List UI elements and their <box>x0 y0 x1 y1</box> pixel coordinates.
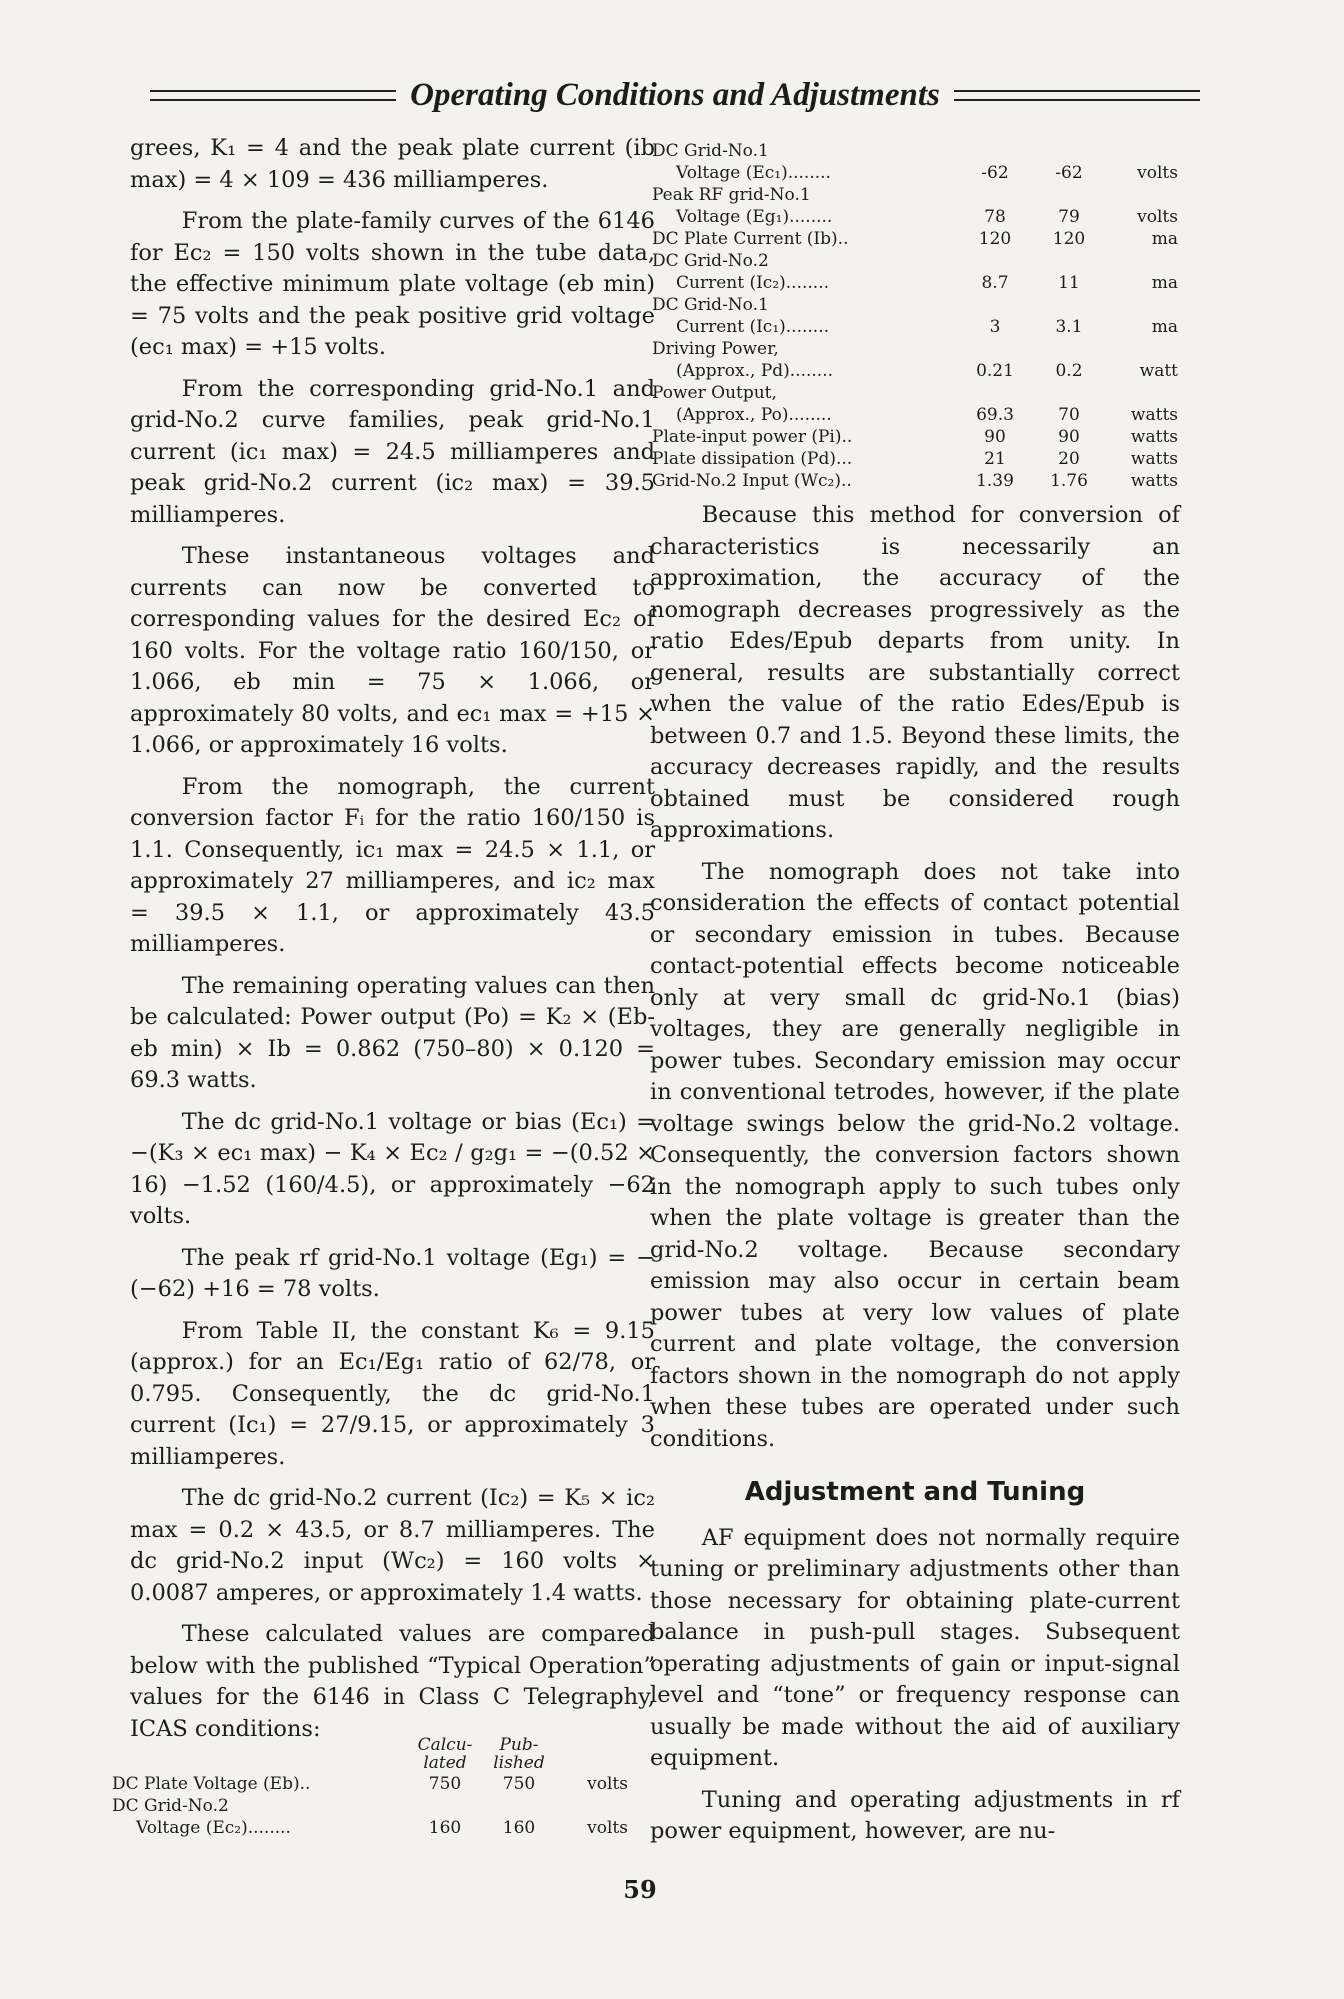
row-label: Peak RF grid-No.1 <box>652 185 811 205</box>
running-header <box>150 70 1200 120</box>
comparison-table-continued <box>650 140 1180 492</box>
row-label: DC Grid-No.1 <box>652 295 769 315</box>
table-row <box>650 470 1180 492</box>
row-label: Driving Power, <box>652 339 779 359</box>
body-paragraph: From Table II, the constant K₆ = 9.15 (approx.) for an Ec₁/Eg₁ ratio of 62/78, or 0.795. Consequently, the dc grid-No.1 current (Ic₁) = 27/9.15, or approximately 3 milliamperes. <box>130 1317 655 1470</box>
row-label: Current (Ic₂)........ <box>676 273 829 293</box>
unit-label: volts <box>1137 163 1178 183</box>
body-paragraph: From the nomograph, the current conversion factor Fᵢ for the ratio 160/150 is 1.1. Consequently, ic₁ max = 24.5 × 1.1, or approximately 27 milliamperes, and ic₂ max = 39.5 × 1.1, or approximately 43.5 milliamperes. <box>130 773 655 957</box>
table-row <box>650 206 1180 228</box>
row-label: DC Grid-No.2 <box>652 251 769 271</box>
header-rule-left <box>150 90 396 101</box>
body-paragraph: The dc grid-No.2 current (Ic₂) = K₅ × ic₂ max = 0.2 × 43.5, or 8.7 milliamperes. The dc grid-No.2 input (Wc₂) = 160 volts × 0.0087 amperes, or approximately 1.4 watts. <box>130 1485 655 1606</box>
calculated-value: 8.7 <box>981 273 1009 293</box>
left-column <box>130 133 655 1755</box>
published-value: 0.2 <box>1055 361 1083 381</box>
table-row <box>650 184 1180 206</box>
published-value <box>1032 338 1106 360</box>
calculated-value: 120 <box>978 229 1012 249</box>
published-value: 90 <box>1058 427 1080 447</box>
row-label: Power Output, <box>652 383 777 403</box>
unit-label: ma <box>1151 273 1178 293</box>
unit-label: watts <box>1130 405 1178 425</box>
table-row <box>650 404 1180 426</box>
published-value <box>1032 184 1106 206</box>
published-value <box>1032 382 1106 404</box>
unit-label: watt <box>1139 361 1178 381</box>
table-row <box>650 448 1180 470</box>
calculated-value <box>958 338 1032 360</box>
unit-label: ma <box>1151 229 1178 249</box>
published-value: -62 <box>1055 163 1083 183</box>
row-label: Plate dissipation (Pd)... <box>652 449 853 469</box>
calculated-value: 21 <box>984 449 1006 469</box>
calculated-value: 750 <box>428 1774 462 1794</box>
table-row <box>110 1773 630 1795</box>
row-label: Current (Ic₁)........ <box>676 317 829 337</box>
table-row <box>650 316 1180 338</box>
published-value: 1.76 <box>1050 471 1088 491</box>
row-label: DC Plate Voltage (Eb).. <box>112 1774 311 1794</box>
unit-label <box>1106 338 1180 360</box>
unit-label <box>1106 382 1180 404</box>
unit-label <box>556 1795 630 1817</box>
row-label: DC Grid-No.2 <box>112 1796 229 1816</box>
body-paragraph: These instantaneous voltages and currents can now be converted to corresponding values for the desired Ec₂ of 160 volts. For the voltage ratio 160/150, or 1.066, eb min = 75 × 1.066, or approximately 80 volts, and ec₁ max = +15 × 1.066, or approximately 16 volts. <box>130 543 655 758</box>
row-label: DC Grid-No.1 <box>652 141 769 161</box>
calculated-value: 0.21 <box>976 361 1014 381</box>
published-value <box>1032 140 1106 162</box>
calculated-value <box>958 184 1032 206</box>
row-label: Voltage (Eg₁)........ <box>676 207 833 227</box>
body-paragraph: These calculated values are compared below with the published “Typical Operation” values for the 6146 in Class C Telegraphy, ICAS conditions: <box>130 1621 655 1742</box>
published-value <box>1032 250 1106 272</box>
published-value: 79 <box>1058 207 1080 227</box>
unit-label: watts <box>1130 449 1178 469</box>
header-rule-right <box>954 90 1200 101</box>
published-value <box>482 1795 556 1817</box>
body-paragraph: Because this method for conversion of characteristics is necessarily an approximation, the accuracy of the nomograph decreases progressively as the ratio Edes/Epub departs from unity. In general, results are substantially correct when the value of the ratio Edes/Epub is between 0.7 and 1.5. Beyond these limits, the accuracy decreases rapidly, and the results obtained must be considered rough approximations. <box>650 502 1180 843</box>
body-paragraph: The remaining operating values can then be calculated: Power output (Po) = K₂ × (Eb-eb min) × Ib = 0.862 (750–80) × 0.120 = 69.3 watts. <box>130 972 655 1093</box>
body-paragraph: grees, K₁ = 4 and the peak plate current (ib max) = 4 × 109 = 436 milliamperes. <box>130 135 655 193</box>
published-value: 120 <box>1052 229 1086 249</box>
calculated-value <box>408 1795 482 1817</box>
calculated-value <box>958 140 1032 162</box>
row-label: Voltage (Ec₁)........ <box>676 163 831 183</box>
calculated-value: 160 <box>428 1818 462 1838</box>
table-row <box>650 228 1180 250</box>
column-header-calculated: Calcu- lated <box>417 1735 473 1773</box>
calculated-value: 1.39 <box>976 471 1014 491</box>
row-label: Plate-input power (Pi).. <box>652 427 853 447</box>
published-value: 11 <box>1058 273 1080 293</box>
unit-label: watts <box>1130 471 1178 491</box>
calculated-value <box>958 294 1032 316</box>
published-value: 70 <box>1058 405 1080 425</box>
bias-formula-paragraph: The dc grid-No.1 voltage or bias (Ec₁) = −(K₃ × ec₁ max) − K₄ × Ec₂ / g₂g₁ = −(0.52 × 16) −1.52 (160/4.5), or approximately −62 volts. <box>130 1108 655 1229</box>
header-title: Operating Conditions and Adjustments <box>410 76 940 113</box>
calculated-value: 3 <box>989 317 1001 337</box>
unit-label: volts <box>587 1818 628 1838</box>
row-label: Voltage (Ec₂)........ <box>136 1818 291 1838</box>
table-row <box>650 338 1180 360</box>
body-paragraph: From the corresponding grid-No.1 and grid-No.2 curve families, peak grid-No.1 current (ic₁ max) = 24.5 milliamperes and peak grid-No.2 current (ic₂ max) = 39.5 milliamperes. <box>130 375 655 528</box>
table-row <box>650 294 1180 316</box>
table-row <box>650 250 1180 272</box>
unit-label <box>1106 250 1180 272</box>
comparison-table <box>110 1735 630 1839</box>
unit-label: volts <box>1137 207 1178 227</box>
published-value <box>1032 294 1106 316</box>
table-row <box>650 360 1180 382</box>
page-number: 59 <box>623 1875 657 1904</box>
column-header-published: Pub- lished <box>493 1735 545 1773</box>
row-label: (Approx., Pd)........ <box>676 361 834 381</box>
row-label: (Approx., Po)........ <box>676 405 832 425</box>
body-paragraph: AF equipment does not normally require tuning or preliminary adjustments other than those necessary for obtaining plate-current balance in push-pull stages. Subsequent operating adjustments of gain or input-signal level and “tone” or frequency response can usually be made without the aid of auxiliary equipment. <box>650 1524 1180 1771</box>
row-label: DC Plate Current (Ib).. <box>652 229 849 249</box>
table-header-row <box>110 1735 630 1773</box>
calculated-value <box>958 382 1032 404</box>
table-row <box>650 272 1180 294</box>
published-value: 750 <box>502 1774 536 1794</box>
table-row <box>650 426 1180 448</box>
body-paragraph: The peak rf grid-No.1 voltage (Eg₁) = −(−62) +16 = 78 volts. <box>130 1244 655 1302</box>
section-heading: Adjustment and Tuning <box>744 1477 1086 1507</box>
table-row <box>110 1795 630 1817</box>
calculated-value: -62 <box>981 163 1009 183</box>
calculated-value: 90 <box>984 427 1006 447</box>
unit-label <box>1106 140 1180 162</box>
unit-label <box>1106 184 1180 206</box>
published-value: 20 <box>1058 449 1080 469</box>
published-value: 160 <box>502 1818 536 1838</box>
calculated-value: 69.3 <box>976 405 1014 425</box>
body-paragraph: Tuning and operating adjustments in rf power equipment, however, are nu- <box>650 1786 1180 1844</box>
published-value: 3.1 <box>1055 317 1083 337</box>
row-label: Grid-No.2 Input (Wc₂).. <box>652 471 852 491</box>
unit-label: watts <box>1130 427 1178 447</box>
comparison-table-left <box>110 1735 630 1839</box>
table-row <box>650 140 1180 162</box>
unit-label <box>1106 294 1180 316</box>
table-row <box>650 162 1180 184</box>
calculated-value: 78 <box>984 207 1006 227</box>
right-column <box>650 140 1180 1858</box>
body-paragraph: From the plate-family curves of the 6146 for Ec₂ = 150 volts shown in the tube data, the effective minimum plate voltage (eb min) = 75 volts and the peak positive grid voltage (ec₁ max) = +15 volts. <box>130 208 655 360</box>
unit-label: volts <box>587 1774 628 1794</box>
table-row <box>110 1817 630 1839</box>
unit-label: ma <box>1151 317 1178 337</box>
table-row <box>650 382 1180 404</box>
body-paragraph: The nomograph does not take into consideration the effects of contact potential or secondary emission in tubes. Because contact-potential effects become noticeable only at very small dc grid-No.1 (bias) voltages, they are generally negligible in power tubes. Secondary emission may occur in conventional tetrodes, however, if the plate voltage swings below the grid-No.2 voltage. Consequently, the conversion factors shown in the nomograph apply to such tubes only when the plate voltage is greater than the grid-No.2 voltage. Because secondary emission may also occur in certain beam power tubes at very low values of plate current and plate voltage, the conversion factors shown in the nomograph do not apply when these tubes are operated under such conditions. <box>650 858 1180 1452</box>
calculated-value <box>958 250 1032 272</box>
